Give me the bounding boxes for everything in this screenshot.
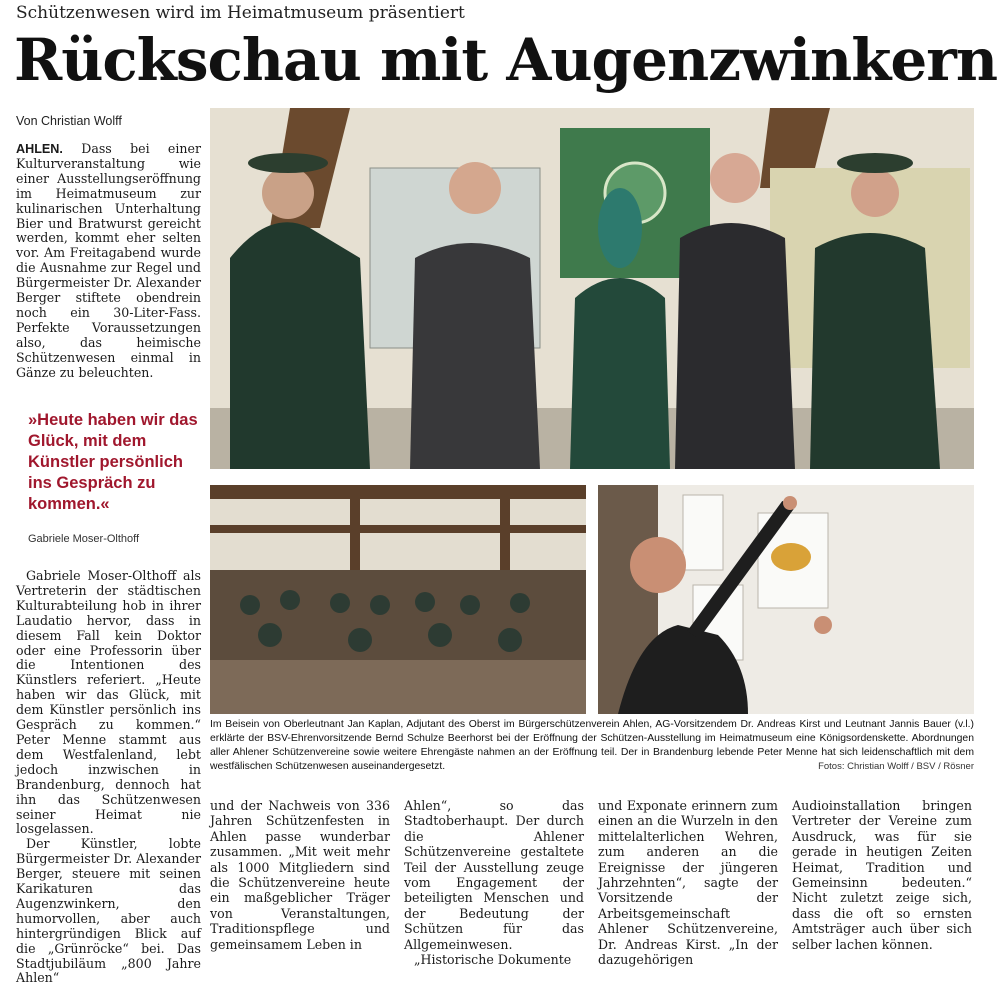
headline: Rückschau mit Augenzwinkern (14, 26, 998, 94)
paragraph: „Historische Dokumente (414, 952, 572, 968)
column-3 (404, 798, 584, 967)
audience-photo-illustration (210, 485, 586, 714)
main-photo (210, 108, 974, 469)
caption-text: Im Beisein von Oberleutnant Jan Kaplan, Adjutant des Oberst im Bürgerschützenverein Ahlen, AG-Vorsitzendem Dr. Andreas Kirst und Leutnant Jannis Bauer (v.l.) erklärte der BSV-Ehrenvorsitzende Bernd Schulze Beerhorst bei der Eröffnung der Schützen-Ausstellung im Heimatmuseum eine Königsordenskette. Abordnungen aller Ahlener Schützenvereine sowie weitere Ehrengäste nahmen an der Eröffnung teil. Der in Brandenburg lebende Peter Menne hat sich leidenschaftlich mit dem westfälischen Schützenwesen auseinandergesetzt. (210, 719, 974, 772)
audience-photo (210, 485, 586, 714)
photo-credit: Fotos: Christian Wolff / BSV / Rösner (818, 761, 974, 772)
artist-photo-illustration (598, 485, 974, 714)
kicker: Schützenwesen wird im Heimatmuseum präsentiert (16, 3, 465, 23)
pull-quote: »Heute haben wir das Glück, mit dem Künstler persönlich ins Gespräch zu kommen.« (28, 411, 198, 513)
photo-caption (210, 718, 974, 774)
paragraph: Der Künstler, lobte Bürgermeister Dr. Alexander Berger, steuere mit seinen Karikaturen das Augenzwinkern, den humorvollen, aber auch hintergründigen Blick auf die „Grünröcke“ bei. Das Stadtjubiläum „800 Jahre Ahlen“ (16, 836, 201, 986)
main-photo-illustration (210, 108, 974, 469)
dateline: AHLEN. (16, 142, 63, 156)
byline: Von Christian Wolff (16, 114, 122, 128)
column-4: und Exponate erinnern zum einen an die Wurzeln in den mittelalterlichen Wehren, zum anderen an die Ereignisse der jüngeren Jahrzehnten“, sagte der Vorsitzende der Arbeitsgemeinschaft Ahlener Schützenvereine, Dr. Andreas Kirst. „In der dazugehörigen (598, 798, 778, 968)
column-1-body (16, 569, 201, 986)
intro-text: Dass bei einer Kulturveranstaltung wie einer Ausstellungseröffnung im Heimatmuseum zur kulinarischen Unterhaltung Bier und Bratwurst gereicht werden, kommt eher selten vor. Am Freitagabend wurde die Ausnahme zur Regel und Bürgermeister Dr. Alexander Berger stiftete obendrein noch ein 30-Liter-Fass. Perfekte Voraussetzungen also, das heimische Schützenwesen einmal in Gänze zu beleuchten. (16, 141, 201, 380)
paragraph: Ahlen“, so das Stadtoberhaupt. Der durch die Ahlener Schützenvereine gestaltete Teil der Ausstellung zeuge vom Engagement der beteiligten Menschen und der Bedeutung der Schützen für das Allgemeinwesen. (404, 798, 584, 952)
column-5: Audioinstallation bringen Vertreter der Vereine zum Ausdruck, was für sie gerade in heutigen Zeiten Heimat, Tradition und Gemeinsinn bedeuten.“ Nicht zuletzt zeige sich, dass die oft so ernsten Amtsträger auch über sich selber lachen können. (792, 798, 972, 952)
paragraph: Gabriele Moser-Olthoff als Vertreterin der städtischen Kulturabteilung hob in ihrer Laudatio hervor, dass in diesem Fall kein Doktor oder eine Professorin über die Intentionen des Künstlers referiert. „Heute haben wir das Glück, mit dem Künstler persönlich ins Gespräch zu kommen.“ Peter Menne stammt aus dem Westfalenland, lebt jedoch inzwischen in Brandenburg, dennoch hat ihn das Schützenwesen seiner Heimat nie losgelassen. (16, 568, 201, 837)
pull-quote-author: Gabriele Moser-Olthoff (28, 533, 140, 545)
intro-paragraph (16, 142, 201, 381)
column-2: und der Nachweis von 336 Jahren Schützenfesten in Ahlen passe wunderbar zusammen. „Mit weit mehr als 1000 Mitgliedern sind die Schützenvereine heute ein maßgeblicher Träger von Veranstaltungen, Traditionspflege und gemeinsamem Leben in (210, 798, 390, 952)
artist-photo (598, 485, 974, 714)
